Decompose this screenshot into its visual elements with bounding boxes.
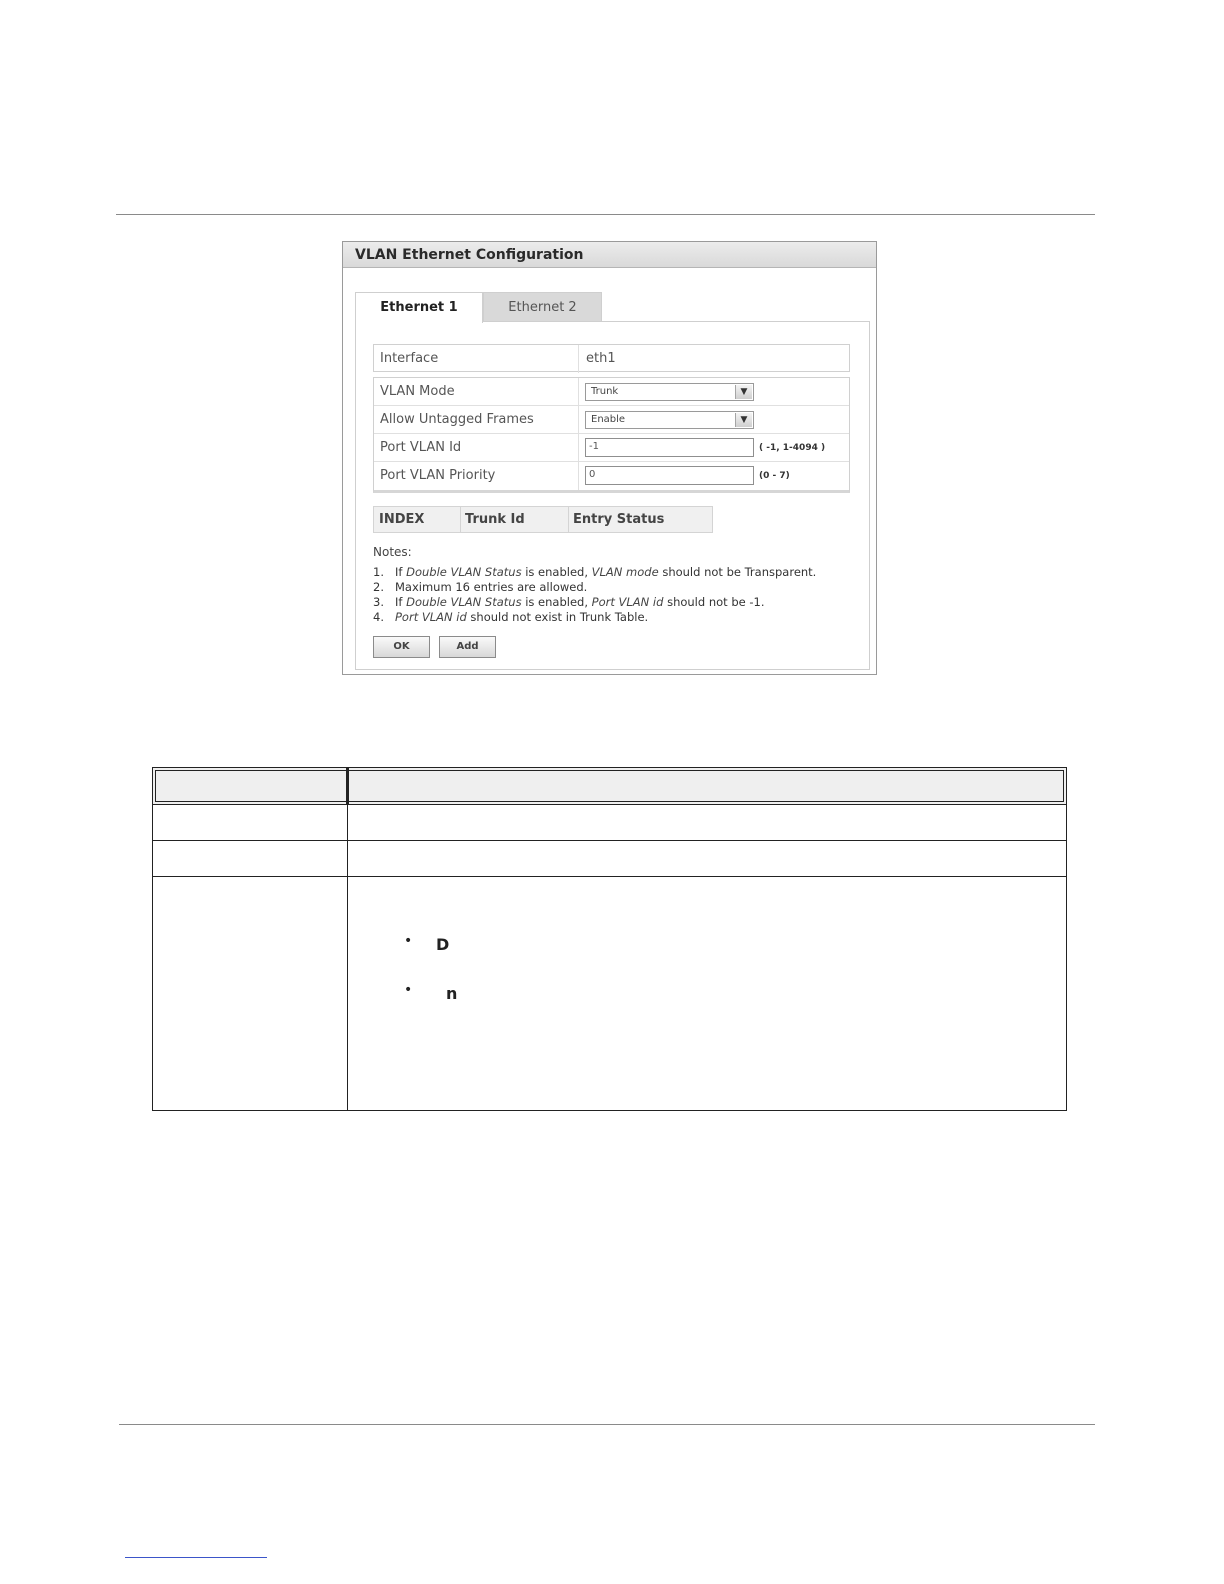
interface-grid — [373, 344, 850, 372]
vlan-mode-value: Trunk — [591, 386, 619, 397]
port-vlan-priority-row — [374, 462, 849, 490]
row-divider — [152, 840, 1067, 841]
table-left-border — [152, 805, 153, 1111]
tab-ethernet-1[interactable]: Ethernet 1 — [355, 292, 483, 323]
note-3: 3. If Double VLAN Status is enabled, Port VLAN id should not be -1. — [373, 595, 765, 609]
untagged-frames-select[interactable] — [585, 411, 754, 429]
port-vlan-id-row — [374, 434, 849, 462]
vlan-mode-row — [374, 378, 849, 406]
untagged-frames-value: Enable — [591, 414, 626, 425]
note-4: 4. Port VLAN id should not exist in Trunk Table. — [373, 610, 649, 624]
chevron-down-icon[interactable]: ▼ — [735, 385, 752, 399]
add-button[interactable]: Add — [439, 636, 496, 658]
vlan-mode-select[interactable] — [585, 383, 754, 401]
column-entry-status: Entry Status — [573, 512, 665, 527]
port-vlan-priority-range: (0 - 7) — [759, 471, 790, 481]
untagged-frames-row — [374, 406, 849, 434]
ok-button[interactable]: OK — [373, 636, 430, 658]
bottom-divider — [119, 1424, 1095, 1425]
note-1: 1. If Double VLAN Status is enabled, VLAN mode should not be Transparent. — [373, 565, 817, 579]
row-divider — [152, 876, 1067, 877]
port-vlan-id-input[interactable]: -1 — [585, 438, 754, 457]
port-vlan-priority-input[interactable]: 0 — [585, 466, 754, 485]
description-table-header — [152, 767, 1067, 805]
top-divider — [116, 214, 1095, 215]
table-bottom-border — [152, 1110, 1067, 1111]
untagged-frames-label: Allow Untagged Frames — [380, 412, 534, 427]
note-2: 2. Maximum 16 entries are allowed. — [373, 580, 588, 594]
column-trunk-id: Trunk Id — [465, 512, 525, 527]
description-table: • D • n — [152, 767, 1067, 1111]
notes-title: Notes: — [373, 545, 412, 559]
tab-ethernet-2[interactable]: Ethernet 2 — [483, 292, 602, 322]
vlan-mode-label: VLAN Mode — [380, 384, 455, 399]
trunk-table-header — [373, 506, 713, 533]
port-vlan-id-label: Port VLAN Id — [380, 440, 462, 455]
column-divider — [347, 805, 348, 1111]
footer-link-underline[interactable] — [125, 1557, 267, 1558]
table-right-border — [1066, 805, 1067, 1111]
vlan-ethernet-config-panel — [342, 241, 877, 675]
interface-row — [374, 345, 849, 373]
interface-label: Interface — [380, 351, 439, 366]
column-index: INDEX — [379, 512, 425, 527]
interface-value: eth1 — [586, 351, 616, 366]
panel-title: VLAN Ethernet Configuration — [343, 242, 876, 268]
port-vlan-priority-label: Port VLAN Priority — [380, 468, 496, 483]
chevron-down-icon[interactable]: ▼ — [735, 413, 752, 427]
config-grid — [373, 377, 850, 493]
notes — [373, 545, 816, 625]
port-vlan-id-range: ( -1, 1-4094 ) — [759, 443, 826, 453]
